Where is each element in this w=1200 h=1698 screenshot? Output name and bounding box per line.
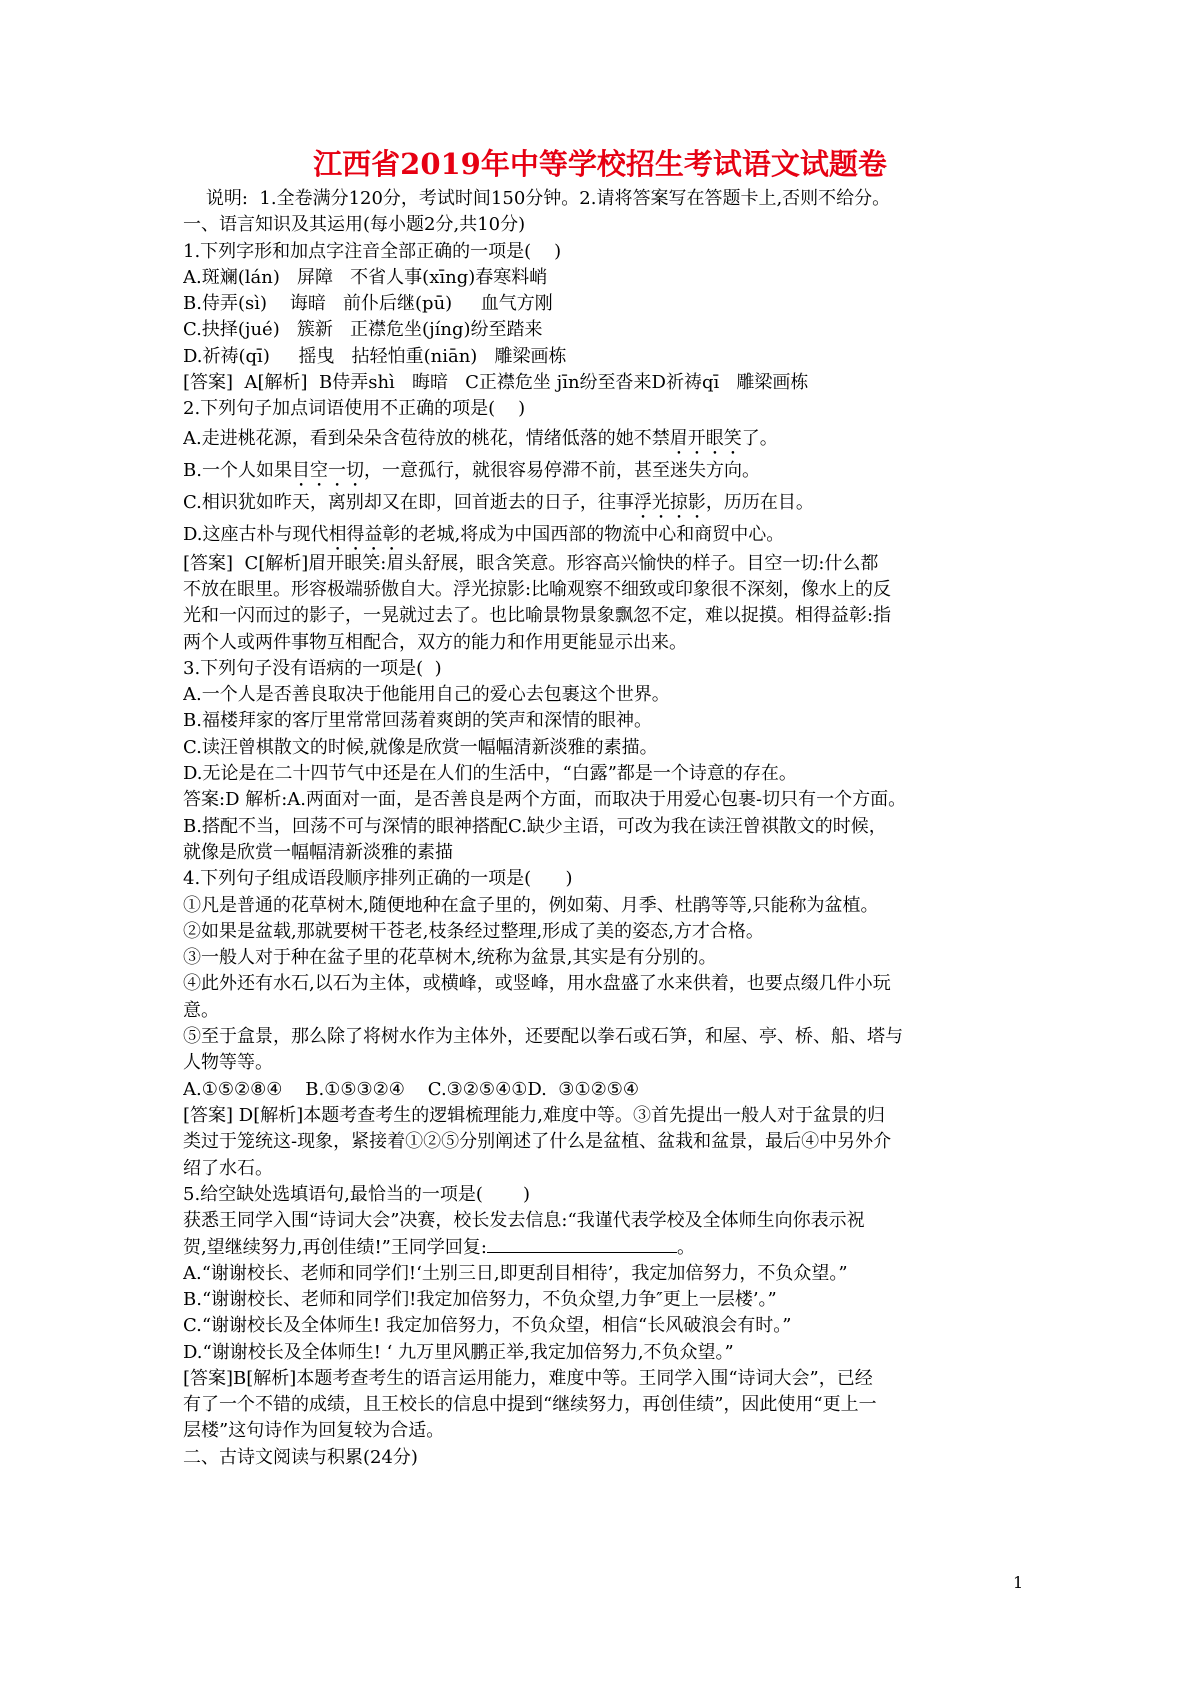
- question-4: 4.下列句子组成语段顺序排列正确的一项是( ): [183, 868, 573, 890]
- document-title: 江西省2019年中等学校招生考试语文试题卷: [313, 147, 887, 181]
- option-line: A.走进桃花源，看到朵朵含苞待放的桃花，情绪低落的她不禁眉开眼笑了。: [183, 427, 778, 449]
- answer-line: 不放在眼里。形容极端骄傲自大。浮光掠影:比喻观察不细致或印象很不深刻，像水上的反: [183, 578, 892, 600]
- answer-line: 层楼”这句诗作为回复较为合适。: [183, 1420, 445, 1442]
- emphasized-phrase: 浮光掠影: [633, 491, 706, 513]
- answer-line: 就像是欣赏一幅幅清新淡雅的素描: [183, 841, 453, 863]
- option-line: D.无论是在二十四节气中还是在人们的生活中，“白露”都是一个诗意的存在。: [183, 763, 797, 785]
- sentence-line: 人物等等。: [183, 1052, 273, 1074]
- answer-line: 绍了水石。: [183, 1157, 273, 1179]
- option-line: D.“谢谢校长及全体师生! ‘ 九万里风鹏正举,我定加倍努力,不负众望。”: [183, 1341, 734, 1363]
- option-line: A.①⑤②⑧④ B.①⑤③②④ C.③②⑤④①D. ③①②⑤④: [183, 1078, 639, 1100]
- answer-line: 答案:D 解析:A.两面对一面，是否善良是两个方面，而取决于用爱心包裹-切只有一个方面。: [183, 789, 907, 811]
- answer-line: [答案] A[解析] B侍弄shì 晦暗 C正襟危坐 jīn纷至沓来D祈祷qī 雕梁画栋: [183, 372, 809, 394]
- option-line: C.相识犹如昨天，离别却又在即，回首逝去的日子，往事浮光掠影，历历在目。: [183, 491, 814, 513]
- option-line: A.“谢谢校长、老师和同学们!‘土别三日,即更刮目相待’，我定加倍努力，不负众望。”: [183, 1262, 848, 1284]
- answer-line: [答案]B[解析]本题考查考生的语言运用能力，难度中等。王同学入围“诗词大会”，已经: [183, 1367, 873, 1389]
- option-line: D.这座古朴与现代相得益彰的老城,将成为中国西部的物流中心和商贸中心。: [183, 523, 785, 545]
- answer-line: 类过于笼统这-现象，紧接着①②⑤分别阐述了什么是盆植、盆栽和盆景，最后④中另外介: [183, 1131, 892, 1153]
- emphasized-phrase: 眉开眼笑: [669, 427, 742, 449]
- question-1: 1.下列字形和加点字注音全部正确的一项是( ): [183, 240, 562, 262]
- sentence-line: ③一般人对于种在盆子里的花草树木,统称为盆景,其实是有分别的。: [183, 947, 717, 969]
- text-line: 获悉王同学入围“诗词大会”决赛，校长发去信息:“我谨代表学校及全体师生向你表示祝: [183, 1210, 865, 1232]
- answer-line: 有了一个不错的成绩，且王校长的信息中提到“继续努力，再创佳绩”，因此使用“更上一: [183, 1394, 877, 1416]
- section-heading: 二、古诗文阅读与积累(24分): [183, 1446, 418, 1468]
- option-line: C.“谢谢校长及全体师生! 我定加倍努力，不负众望，相信“长风破浪会有时。”: [183, 1315, 792, 1337]
- sentence-line: ④此外还有水石,以石为主体，或横峰，或竖峰，用水盘盛了水来供着，也要点缀几件小玩: [183, 973, 891, 995]
- question-2: 2.下列句子加点词语使用不正确的项是( ): [183, 398, 526, 420]
- sentence-line: ⑤至于盒景，那么除了将树水作为主体外，还要配以拳石或石笋，和屋、亭、桥、船、塔与: [183, 1026, 903, 1048]
- option-line: B.侍弄(sì) 诲暗 前仆后继(pū) 血气方刚: [183, 293, 553, 315]
- question-5: 5.给空缺处选填语句,最恰当的一项是( ): [183, 1183, 530, 1205]
- sentence-line: 意。: [183, 999, 219, 1021]
- option-line: B.福楼拜家的客厅里常常回荡着爽朗的笑声和深情的眼神。: [183, 710, 652, 732]
- answer-line: [答案] D[解析]本题考查考生的逻辑梳理能力,难度中等。③首先提出一般人对于盆景的归: [183, 1104, 885, 1126]
- sentence-line: ②如果是盆载,那就要树干苍老,枝条经过整理,形成了美的姿态,方才合格。: [183, 920, 764, 942]
- option-line: B.一个人如果目空一切，一意孤行，就很容易停滞不前，甚至迷失方向。: [183, 459, 760, 481]
- document-body: [183, 186, 1023, 1471]
- option-line: A.斑斓(lán) 屏障 不省人事(xīng)春寒料峭: [183, 266, 548, 288]
- text-line: 贺,望继续努力,再创佳绩!”王同学回复: 。: [183, 1234, 1023, 1260]
- emphasized-phrase: 目空一切: [291, 459, 364, 481]
- answer-blank: [487, 1234, 677, 1253]
- option-line: A.一个人是否善良取决于他能用自己的爱心去包裹这个世界。: [183, 684, 670, 706]
- option-line: C.读汪曾棋散文的时候,就像是欣赏一幅幅清新淡雅的素描。: [183, 736, 658, 758]
- emphasized-phrase: 相得益彰: [328, 523, 401, 545]
- answer-line: [答案] C[解析]眉开眼笑:眉头舒展，眼含笑意。形容高兴愉快的样子。目空一切:什么都: [183, 552, 879, 574]
- page-number: 1: [1013, 1573, 1024, 1592]
- option-line: C.抉择(jué) 簇新 正襟危坐(jíng)纷至踏来: [183, 319, 543, 341]
- text-line: 说明: 1.全卷满分120分，考试时间150分钟。2.请将答案写在答题卡上,否则不给分。: [183, 188, 891, 209]
- answer-line: 光和一闪而过的影子，一晃就过去了。也比喻景物景象飘忽不定，难以捉摸。相得益彰:指: [183, 605, 892, 627]
- option-line: B.“谢谢校长、老师和同学们!我定加倍努力，不负众望,力争″更上一层楼’。”: [183, 1288, 777, 1310]
- answer-line: 两个人或两件事物互相配合，双方的能力和作用更能显示出来。: [183, 631, 687, 653]
- section-heading: 一、语言知识及其运用(每小题2分,共10分): [183, 214, 526, 236]
- question-3: 3.下列句子没有语病的一项是( ): [183, 657, 442, 679]
- option-line: D.祈祷(qī) 摇曳 拈轻怕重(niān) 雕梁画栋: [183, 345, 567, 367]
- answer-line: B.搭配不当，回荡不可与深情的眼神搭配C.缺少主语，可改为我在读汪曾祺散文的时候，: [183, 815, 887, 837]
- sentence-line: ①凡是普通的花草树木,随便地种在盒子里的，例如菊、月季、杜鹃等等,只能称为盆植。: [183, 894, 879, 916]
